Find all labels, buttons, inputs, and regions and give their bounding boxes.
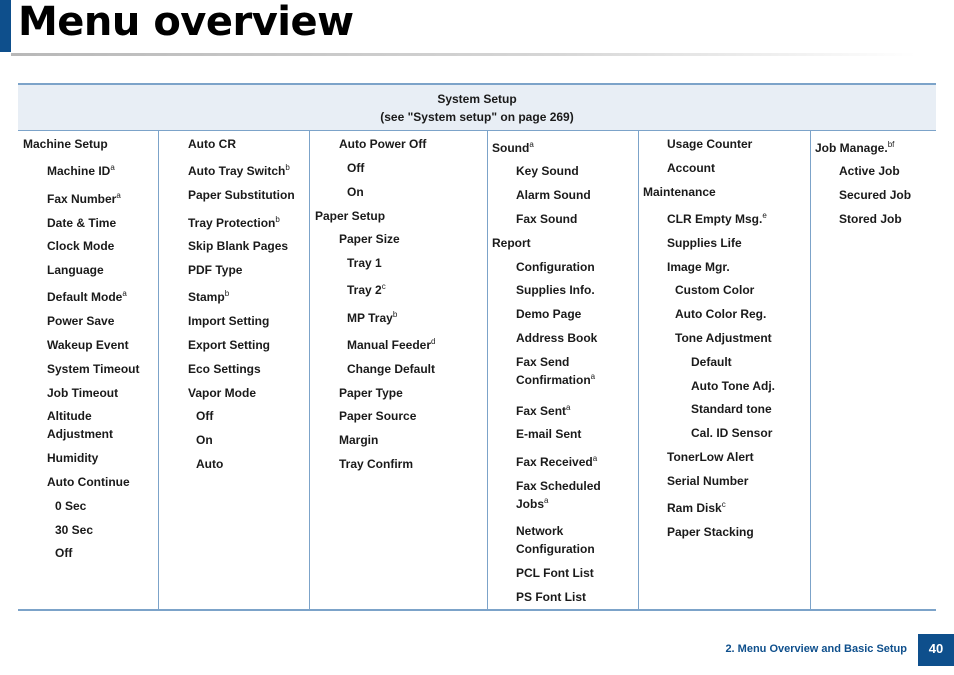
menu-item-clock-mode: Clock Mode [47,239,115,253]
menu-item-job-manage: Job Manage.$^{bf}$ [815,140,895,155]
menu-item-auto-power-off: Auto Power Off [339,137,427,151]
menu-item-custom-color: Custom Color [675,283,755,297]
menu-option-standard-tone: Standard tone [691,402,772,416]
menu-item-mp-tray: MP Tray$^b$ [347,310,398,325]
menu-item-report: Report [492,236,531,250]
menu-option-cal-id-sensor: Cal. ID Sensor [691,426,773,440]
menu-option-0-sec: 0 Sec [55,499,87,513]
table-header-title: System Setup [437,92,517,106]
menu-item-tray-confirm: Tray Confirm [339,457,414,471]
menu-item-auto-color-reg: Auto Color Reg. [675,307,767,321]
menu-item-change-default: Change Default [347,362,436,376]
menu-item-configuration: Configuration [516,260,595,274]
menu-item-paper-substitution: Paper Substitution [188,188,295,202]
menu-item-maintenance: Maintenance [643,185,716,199]
column-divider [810,131,811,609]
column-divider [309,131,310,609]
menu-item-account: Account [667,161,715,175]
menu-item-machine-id: Machine $ID^a$ [47,163,115,178]
menu-item-serial-number: Serial Number [667,474,749,488]
table-header-reference: (see "System setup" on page 269) [380,110,574,124]
menu-item-power-save: Power Save [47,314,115,328]
menu-option-on: On [196,433,213,447]
column-divider [638,131,639,609]
menu-item-auto-cr: Auto CR [188,137,236,151]
menu-item-system-timeout: System Timeout [47,362,140,376]
menu-item-wakeup-event: Wakeup Event [47,338,129,352]
menu-item-supplies-info: Supplies Info. [516,283,595,297]
menu-item-demo-page: Demo Page [516,307,582,321]
menu-item-network-configuration: Network Configuration [516,524,595,556]
menu-option-off: Off [347,161,365,175]
menu-option-off: Off [55,546,73,560]
menu-item-pcl-font-list: PCL Font List [516,566,594,580]
menu-item-tonerlow-alert: TonerLow Alert [667,450,754,464]
menu-option-auto: Auto [196,457,224,471]
menu-item-image-mgr: Image Mgr. [667,260,730,274]
menu-item-paper-type: Paper Type [339,386,403,400]
menu-item-fax-send-confirmation: Fax Send Confirmation$^a$ [516,355,596,387]
menu-item-export-setting: Export Setting [188,338,271,352]
menu-item-date-time: Date & Time [47,216,117,230]
menu-item-fax-scheduled-jobs: Fax Scheduled Jobs$^a$ [516,479,601,511]
menu-item-auto-continue: Auto Continue [47,475,130,489]
menu-item-fax-sound: Fax Sound [516,212,578,226]
table-header [18,83,936,131]
menu-item-job-timeout: Job Timeout [47,386,119,400]
menu-item-stamp: Stamp$^b$ [188,289,230,304]
column-divider [158,131,159,609]
menu-item-manual-feeder: Manual Feeder$^d$ [347,337,436,352]
page-title: Menu overview [18,0,354,45]
menu-item-auto-tray-switch: Auto Tray Switch$^b$ [188,163,290,178]
menu-item-secured-job: Secured Job [839,188,912,202]
menu-item-usage-counter: Usage Counter [667,137,753,151]
footer-section-title: 2. Menu Overview and Basic Setup [725,643,907,655]
menu-item-language: Language [47,263,104,277]
menu-item-tone-adjustment: Tone Adjustment [675,331,772,345]
menu-option-30-sec: 30 Sec [55,523,94,537]
menu-item-stored-job: Stored Job [839,212,902,226]
menu-option-default: Default [691,355,732,369]
menu-item-default-mode: Default Mode$^a$ [47,289,127,304]
menu-item-pdf-type: PDF Type [188,263,243,277]
menu-item-supplies-life: Supplies Life [667,236,742,250]
menu-item-clr-empty-msg: CLR Empty Msg.$^e$ [667,211,767,226]
menu-item-fax-number: Fax Number$^a$ [47,191,121,206]
menu-item-vapor-mode: Vapor Mode [188,386,257,400]
menu-item-key-sound: Key Sound [516,164,579,178]
title-accent-bar [0,0,11,52]
menu-item-ram-disk: Ram Disk$^c$ [667,500,726,515]
menu-item-skip-blank-pages: Skip Blank Pages [188,239,289,253]
menu-option-on: On [347,185,364,199]
menu-item-ps-font-list: PS Font List [516,590,586,604]
menu-item-paper-setup: Paper Setup [315,209,386,223]
menu-item-alarm-sound: Alarm Sound [516,188,591,202]
menu-item-altitude-adjustment: Altitude Adjustment [47,409,113,441]
column-divider [487,131,488,609]
menu-item-tray-protection: Tray Protection$^b$ [188,215,280,230]
table-bottom-rule [18,609,936,611]
menu-item-fax-sent: Fax Sent$^a$ [516,403,571,418]
menu-item-humidity: Humidity [47,451,99,465]
menu-item-import-setting: Import Setting [188,314,270,328]
menu-table [18,83,936,611]
menu-item-paper-source: Paper Source [339,409,417,423]
menu-item-active-job: Active Job [839,164,900,178]
page-number: 40 [918,634,954,666]
menu-item-eco-settings: Eco Settings [188,362,261,376]
title-underline [11,53,916,56]
menu-option-off: Off [196,409,214,423]
menu-item-fax-received: Fax Received$^a$ [516,454,598,469]
menu-option-auto-tone-adj: Auto Tone Adj. [691,379,775,393]
menu-item-sound: Sound$^a$ [492,140,534,155]
menu-item-tray-2: Tray 2$^c$ [347,282,386,297]
menu-item-paper-size: Paper Size [339,232,400,246]
menu-item-margin: Margin [339,433,379,447]
menu-item-email-sent: E-mail Sent [516,427,582,441]
menu-item-tray-1: Tray 1 [347,256,382,270]
menu-item-address-book: Address Book [516,331,598,345]
menu-item-paper-stacking: Paper Stacking [667,525,754,539]
menu-item-machine-setup: Machine Setup [23,137,108,151]
